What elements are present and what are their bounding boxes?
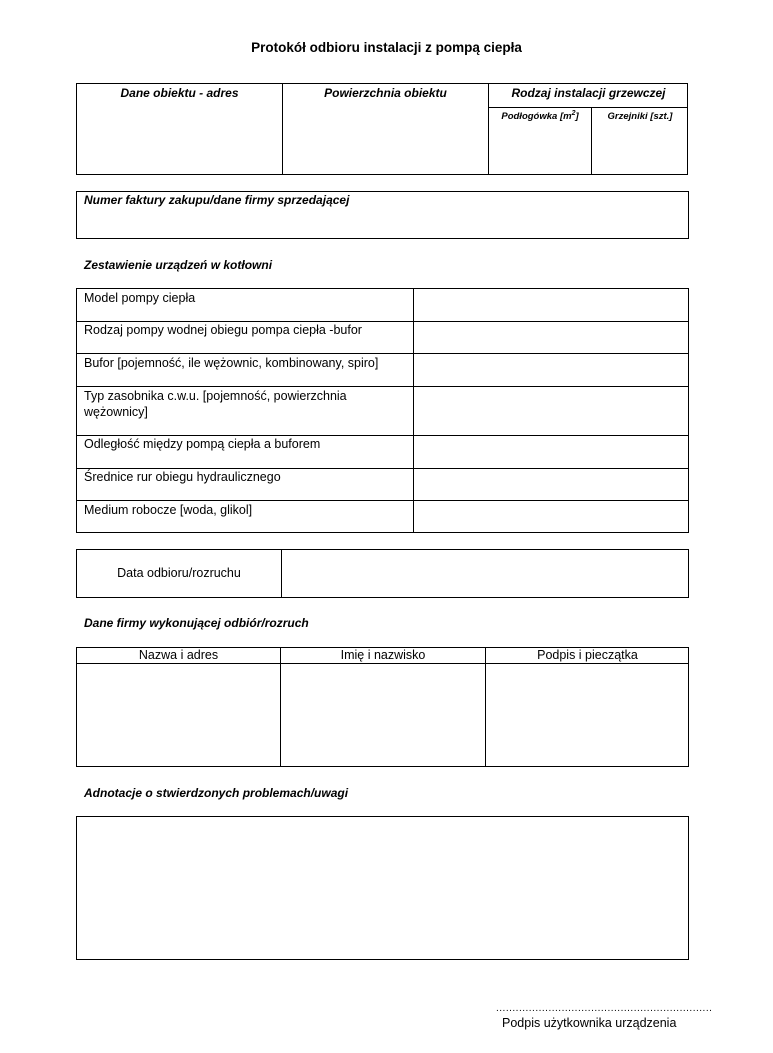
notes-heading: Adnotacje o stwierdzonych problemach/uwagi [84,786,349,800]
floor-heating-header: Podłogówka $[m^2]$ [501,109,579,122]
device-value-field[interactable] [414,501,688,532]
company-person-field[interactable] [281,664,485,766]
devices-heading: Zestawienie urządzeń w kotłowni [84,258,273,272]
notes-box[interactable] [76,816,689,960]
invoice-label: Numer faktury zakupu/dane firmy sprzedającej [84,193,350,207]
device-value-field[interactable] [414,436,688,467]
device-value-field[interactable] [414,322,688,352]
device-value-field[interactable] [414,387,688,434]
device-row-label: Odległość między pompą ciepła a buforem [84,437,321,451]
company-name-field[interactable] [77,664,280,766]
device-row-label: Średnice rur obiegu hydraulicznego [84,470,281,484]
date-field[interactable] [282,550,688,597]
device-row-label: Rodzaj pompy wodnej obiegu pompa ciepła -bufor [84,323,362,337]
heating-type-header: Rodzaj instalacji grzewczej [511,86,666,100]
date-label: Data odbioru/rozruchu [117,566,241,580]
page-title: Protokół odbioru instalacji z pompą ciepła [251,40,522,55]
area-header: Powierzchnia obiektu [324,86,447,100]
user-signature-label: Podpis użytkownika urządzenia [502,1016,677,1030]
company-heading: Dane firmy wykonującej odbiór/rozruch [84,616,309,630]
device-row-label: Model pompy ciepła [84,291,196,305]
device-value-field[interactable] [414,289,688,320]
device-value-field[interactable] [414,354,688,385]
address-header: Dane obiektu - adres [120,86,239,100]
company-signature-field[interactable] [486,664,688,766]
signature-line: .................................................................. [496,1003,713,1014]
company-col-name: Nazwa i adres [138,648,219,662]
device-row-label: Typ zasobnika c.w.u. [pojemność, powierzchnia wężownicy] [84,389,347,419]
company-col-person: Imię i nazwisko [340,648,426,662]
device-row-label: Bufor [pojemność, ile wężownic, kombinowany, spiro] [84,356,379,370]
device-row-label: Medium robocze [woda, glikol] [84,503,253,517]
device-value-field[interactable] [414,469,688,499]
object-table-divider [488,107,688,108]
company-col-signature: Podpis i pieczątka [537,648,638,662]
radiators-header: Grzejniki [szt.] [607,111,673,122]
